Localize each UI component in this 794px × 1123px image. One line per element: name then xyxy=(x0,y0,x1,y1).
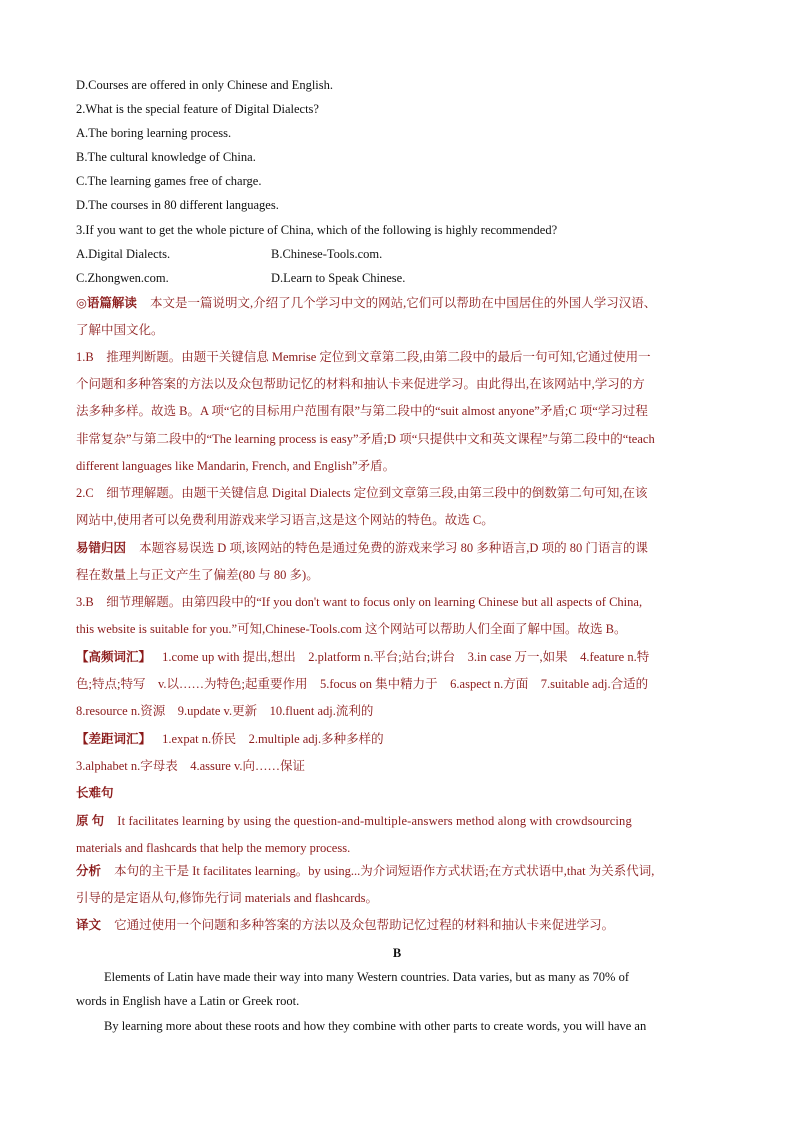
sentence-analysis-line-2: 引导的是定语从句,修饰先行词 materials and flashcards。 xyxy=(76,891,379,905)
answer1-line-5: different languages like Mandarin, French, and English”矛盾。 xyxy=(76,459,396,473)
high-freq-vocab-line-3: 8.resource n.资源 9.update v.更新 10.fluent adj.流利的 xyxy=(76,704,374,718)
gap-vocab-line-2: 3.alphabet n.字母表 4.assure v.向……保证 xyxy=(76,759,306,773)
error-cause-line-1: 易错归因 本题容易误选 D 项,该网站的特色是通过免费的游戏来学习 80 多种语言,D 项的 80 门语言的课 xyxy=(76,541,648,555)
q2-stem: 2.What is the special feature of Digital Dialects? xyxy=(76,102,319,116)
long-sentence-heading: 长难句 xyxy=(76,786,114,800)
passage-b-paragraph-1-line-1: Elements of Latin have made their way into many Western countries. Data varies, but as many as 70% of xyxy=(104,970,629,984)
passage-b-paragraph-1-line-2: words in English have a Latin or Greek root. xyxy=(76,994,300,1008)
q3-option-c: C.Zhongwen.com. xyxy=(76,271,169,285)
error-cause-heading: 易错归因 xyxy=(76,541,127,555)
original-sentence-heading: 原 句 xyxy=(76,814,105,828)
sentence-analysis-line-1: 分析 本句的主干是 It facilitates learning。by using...为介词短语作方式状语;在方式状语中,that 为关系代词, xyxy=(76,864,655,878)
analysis-line-1: ◎语篇解读 本文是一篇说明文,介绍了几个学习中文的网站,它们可以帮助在中国居住的外国人学习汉语、 xyxy=(76,296,657,310)
answer1-line-2: 个问题和多种答案的方法以及众包帮助记忆的材料和抽认卡来促进学习。由此得出,在该网站中,学习的方 xyxy=(76,377,645,391)
q3-option-a: A.Digital Dialects. xyxy=(76,247,171,261)
answer1-line-1: 1.B 推理判断题。由题干关键信息 Memrise 定位到文章第二段,由第二段中的最后一句可知,它通过使用一 xyxy=(76,350,651,364)
analysis-line-2: 了解中国文化。 xyxy=(76,323,164,337)
q2-option-b: B.The cultural knowledge of China. xyxy=(76,150,256,164)
high-freq-vocab-heading: 【高频词汇】 xyxy=(76,650,152,664)
analysis-heading: ◎语篇解读 xyxy=(76,296,137,310)
passage-b-paragraph-2-line-1: By learning more about these roots and how they combine with other parts to create words, you will have an xyxy=(104,1019,647,1033)
gap-vocab-heading: 【差距词汇】 xyxy=(76,732,152,746)
original-sentence-line-1: 原 句 It facilitates learning by using the question-and-multiple-answers method along with crowdsourcing xyxy=(76,814,632,828)
q2-option-d: D.The courses in 80 different languages. xyxy=(76,198,279,212)
q3-options-row-2 xyxy=(76,270,716,286)
answer2-line-2: 网站中,使用者可以免费利用游戏来学习语言,这是这个网站的特色。故选 C。 xyxy=(76,513,494,527)
translation-heading: 译文 xyxy=(76,918,102,932)
answer3-line-2: this website is suitable for you.”可知,Chinese-Tools.com 这个网站可以帮助人们全面了解中国。故选 B。 xyxy=(76,622,627,636)
q2-option-a: A.The boring learning process. xyxy=(76,126,232,140)
translation-line-1: 译文 它通过使用一个问题和多种答案的方法以及众包帮助记忆过程的材料和抽认卡来促进学习。 xyxy=(76,918,615,932)
sentence-analysis-heading: 分析 xyxy=(76,864,102,878)
answer1-line-4: 非常复杂”与第二段中的“The learning process is easy”矛盾;D 项“只提供中文和英文课程”与第二段中的“teach xyxy=(76,432,655,446)
gap-vocab-line-1: 【差距词汇】 1.expat n.侨民 2.multiple adj.多种多样的 xyxy=(76,732,384,746)
q3-option-b: B.Chinese-Tools.com. xyxy=(271,247,383,261)
answer3-line-1: 3.B 细节理解题。由第四段中的“If you don't want to focus only on learning Chinese but all aspects of China, xyxy=(76,595,643,609)
answer2-line-1: 2.C 细节理解题。由题干关键信息 Digital Dialects 定位到文章第三段,由第三段中的倒数第二句可知,在该 xyxy=(76,486,648,500)
q1-option-d: D.Courses are offered in only Chinese and English. xyxy=(76,78,334,92)
q3-stem: 3.If you want to get the whole picture of China, which of the following is highly recommended? xyxy=(76,223,558,237)
q2-option-c: C.The learning games free of charge. xyxy=(76,174,262,188)
error-cause-line-2: 程在数量上与正文产生了偏差(80 与 80 多)。 xyxy=(76,568,319,582)
original-sentence-line-2: materials and flashcards that help the memory process. xyxy=(76,841,351,855)
high-freq-vocab-line-1: 【高频词汇】 1.come up with 提出,想出 2.platform n.平台;站台;讲台 3.in case 万一,如果 4.feature n.特 xyxy=(76,650,650,664)
high-freq-vocab-line-2: 色;特点;特写 v.以……为特色;起重要作用 5.focus on 集中精力于 6.aspect n.方面 7.suitable adj.合适的 xyxy=(76,677,649,691)
q3-options-row-1 xyxy=(76,246,716,262)
section-b-heading: B xyxy=(392,946,402,960)
q3-option-d: D.Learn to Speak Chinese. xyxy=(271,271,406,285)
answer1-line-3: 法多种多样。故选 B。A 项“它的目标用户范围有限”与第二段中的“suit almost anyone”矛盾;C 项“学习过程 xyxy=(76,404,648,418)
